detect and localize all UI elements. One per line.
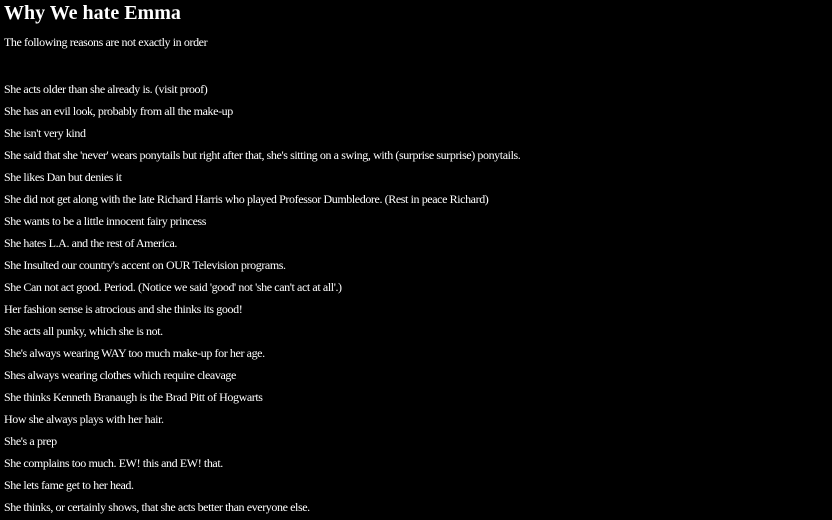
reasons-list [4,82,832,515]
reason-item: She has an evil look, probably from all the make-up [4,104,233,118]
reason-item: She thinks Kenneth Branaugh is the Brad Pitt of Hogwarts [4,390,263,404]
reason-item: How she always plays with her hair. [4,412,164,426]
reason-item: She's a prep [4,434,57,448]
page-title: Why We hate Emma [4,2,181,24]
reason-item: She Can not act good. Period. (Notice we said 'good' not 'she can't act at all'.) [4,280,342,294]
reason-item: She acts older than she already is. (visit proof) [4,82,208,96]
reason-item: She hates L.A. and the rest of America. [4,236,178,250]
reason-item: She did not get along with the late Richard Harris who played Professor Dumbledore. (Rest in peace Richard) [4,192,489,206]
reason-item: She said that she 'never' wears ponytails but right after that, she's sitting on a swing, with (surprise surprise) ponytails. [4,148,521,162]
reason-item: She isn't very kind [4,126,86,140]
reason-item: She complains too much. EW! this and EW! that. [4,456,223,470]
page-subtitle: The following reasons are not exactly in order [4,35,208,49]
reason-item: She thinks, or certainly shows, that she acts better than everyone else. [4,500,310,514]
reason-item: She's always wearing WAY too much make-up for her age. [4,346,265,360]
reason-item: She Insulted our country's accent on OUR Television programs. [4,258,286,272]
reason-item: She acts all punky, which she is not. [4,324,163,338]
reason-item: She lets fame get to her head. [4,478,134,492]
reason-item: She likes Dan but denies it [4,170,122,184]
reason-item: Her fashion sense is atrocious and she thinks its good! [4,302,243,316]
reason-item: She wants to be a little innocent fairy princess [4,214,207,228]
reason-item: Shes always wearing clothes which require cleavage [4,368,236,382]
